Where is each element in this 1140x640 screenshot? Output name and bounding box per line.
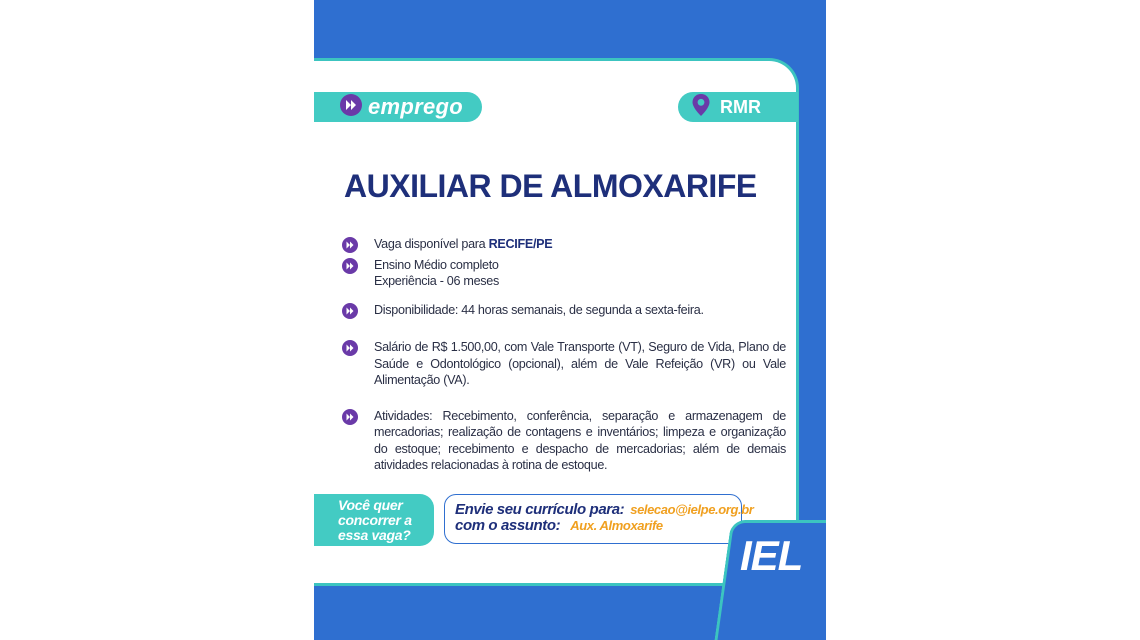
category-label: emprego (368, 94, 464, 119)
map-pin-icon (692, 94, 710, 121)
email-link[interactable]: selecao@ielpe.org.br (630, 502, 754, 517)
cta-question-line: Você quer (338, 496, 403, 513)
fast-forward-icon (342, 409, 358, 430)
cta-question-line: essa vaga? (338, 526, 411, 543)
fast-forward-icon (340, 94, 362, 121)
list-item (340, 302, 786, 319)
job-title: AUXILIAR DE ALMOXARIFE (344, 168, 757, 204)
disponibilidade-text: Disponibilidade: 44 horas semanais, de segunda a sexta-feira. (374, 302, 704, 317)
fast-forward-icon (342, 340, 358, 361)
list-item (340, 236, 786, 253)
cta-question-line: concorrer a (338, 511, 412, 528)
category-badge (314, 92, 482, 122)
list-item (340, 257, 786, 290)
location-label: RMR (720, 96, 761, 117)
subject-label: com o assunto: (455, 517, 561, 534)
atividades-text: Atividades: Recebimento, conferência, separação e armazenagem de mercadorias; realização de contagens e inventários; limpeza e organização do estoque; recebimento e despacho de mercadorias; além de demais atividades relacionadas à rotina de estoque. (374, 408, 786, 472)
subject-value: Aux. Almoxarife (570, 518, 663, 533)
cta-instructions (444, 494, 754, 544)
job-details-list (340, 236, 786, 474)
location-badge (678, 92, 798, 122)
cta-subject-line (455, 517, 741, 534)
job-poster (314, 0, 826, 640)
ensino-text: Ensino Médio completo (374, 257, 499, 272)
fast-forward-icon (342, 237, 358, 258)
list-item (340, 408, 786, 474)
cta-question (314, 494, 434, 546)
salario-text: Salário de R$ 1.500,00, com Vale Transporte (VT), Seguro de Vida, Plano de Saúde e Odontológico (opcional), além de Vale Refeição (VR) ou Vale Alimentação (VA). (374, 340, 786, 387)
vaga-prefix: Vaga disponível para (374, 237, 489, 251)
fast-forward-icon (342, 258, 358, 279)
experiencia-text: Experiência - 06 meses (374, 274, 499, 288)
fast-forward-icon (342, 303, 358, 324)
vaga-city: RECIFE/PE (488, 237, 553, 251)
iel-logo: IEL (740, 532, 803, 579)
send-label: Envie seu currículo para: (455, 501, 625, 518)
list-item (340, 339, 786, 389)
cta-email-line (455, 501, 754, 518)
